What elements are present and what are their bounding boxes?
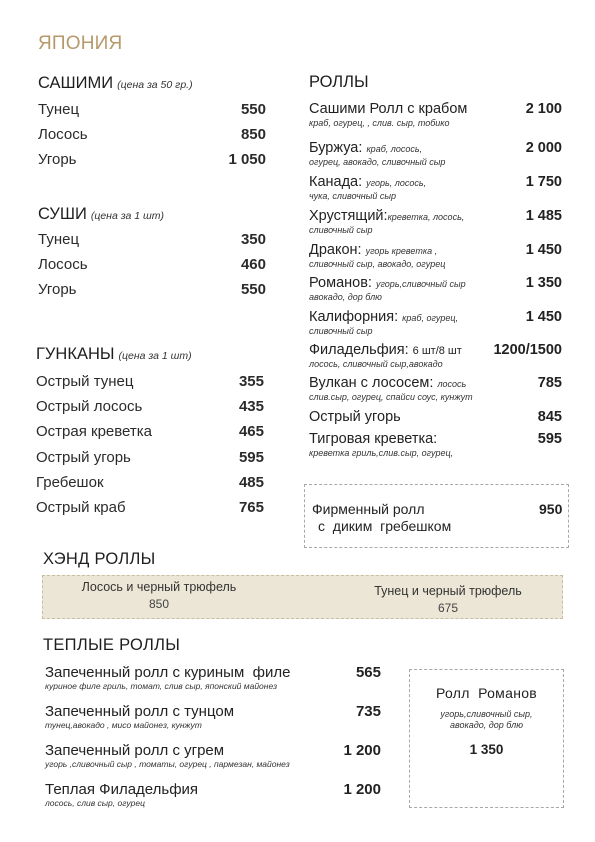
signature-roll-line2: с диким гребешком <box>318 518 452 534</box>
item-price: 460 <box>240 256 266 273</box>
roll-name: Филадельфия: <box>309 342 409 358</box>
item-name: Лосось <box>38 126 88 143</box>
item-name: Угорь <box>38 281 77 298</box>
menu-item <box>36 474 264 491</box>
hand-roll-name: Тунец и черный трюфель <box>374 584 522 598</box>
roll-name: Романов: <box>309 275 372 291</box>
warm-roll-item <box>45 664 381 691</box>
menu-item <box>36 373 264 390</box>
roll-name: Тигровая креветка: <box>309 431 438 447</box>
sushi-title: СУШИ <box>38 205 87 223</box>
item-name: Тунец <box>38 101 80 118</box>
roll-item <box>309 242 562 269</box>
roll-price: 1 450 <box>525 309 562 325</box>
roll-desc: слив.сыр, огурец, спайси соус, кунжут <box>309 392 473 402</box>
roll-inline: 6 шт/8 шт <box>412 345 462 357</box>
item-price: 350 <box>240 231 266 248</box>
roll-item <box>309 375 562 402</box>
item-name: Угорь <box>38 151 77 168</box>
roll-item <box>309 309 562 336</box>
roll-name: Калифорния: <box>309 309 399 325</box>
roll-item <box>309 101 562 128</box>
roll-item <box>309 431 562 458</box>
roll-desc: сливочный сыр <box>309 225 373 235</box>
roll-price: 595 <box>537 431 562 447</box>
roll-desc: огурец, авокадо, сливочный сыр <box>309 157 446 167</box>
item-price: 485 <box>238 474 264 491</box>
roll-name: Буржуа: <box>309 140 363 156</box>
menu-item <box>36 449 264 466</box>
roll-item <box>309 140 562 167</box>
menu-item <box>38 151 266 168</box>
roll-price: 1 450 <box>525 242 562 258</box>
romanov-roll-title: Ролл Романов <box>435 685 538 701</box>
romanov-roll-desc1: угорь,сливочный сыр, <box>440 709 533 719</box>
item-price: 850 <box>240 126 266 143</box>
roll-inline: креветка, лосось, <box>387 212 465 222</box>
roll-desc: сливочный сыр, авокадо, огурец <box>309 259 446 269</box>
roll-item <box>309 275 562 302</box>
warm-roll-price: 1 200 <box>343 742 381 759</box>
page-title: ЯПОНИЯ <box>38 33 123 54</box>
roll-desc: чука, сливочный сыр <box>309 191 396 201</box>
sashimi-note: (цена за 50 гр.) <box>117 79 193 91</box>
roll-name: Хрустящий: <box>309 208 388 224</box>
item-name: Острый тунец <box>36 373 134 390</box>
sashimi-title: САШИМИ <box>38 74 114 92</box>
roll-price: 2 100 <box>525 101 562 117</box>
item-name: Гребешок <box>36 474 104 491</box>
hand-roll-name: Лосось и черный трюфель <box>81 580 237 594</box>
roll-inline: краб, огурец, <box>402 313 459 323</box>
gunkan-header <box>36 345 192 364</box>
warm-roll-price: 735 <box>355 703 381 720</box>
item-price: 1 050 <box>228 151 266 168</box>
signature-roll-box <box>304 484 569 548</box>
hand-roll-price: 675 <box>437 601 459 615</box>
menu-item <box>38 256 266 273</box>
warm-roll-desc: тунец,авокадо , мисо майонез, кунжут <box>45 720 202 730</box>
item-name: Острый краб <box>36 499 126 516</box>
menu-item <box>36 398 264 415</box>
warm-roll-price: 565 <box>355 664 381 681</box>
warm-roll-name: Запеченный ролл с угрем <box>45 742 225 759</box>
item-name: Лосось <box>38 256 88 273</box>
warm-roll-desc: лосось, слив сыр, огурец <box>45 798 145 808</box>
warm-roll-price: 1 200 <box>343 781 381 798</box>
gunkan-title: ГУНКАНЫ <box>36 345 115 363</box>
romanov-roll-box <box>409 669 564 808</box>
warm-roll-name: Запеченный ролл с куриным филе <box>45 664 291 681</box>
roll-inline: угорь,сливочный сыр <box>375 279 466 289</box>
roll-desc: авокадо, дор блю <box>309 292 382 302</box>
menu-item <box>36 499 264 516</box>
roll-name: Острый угорь <box>309 409 401 425</box>
roll-inline: угорь креветка , <box>365 246 438 256</box>
warm-roll-name: Запеченный ролл с тунцом <box>45 703 235 720</box>
hand-roll-item <box>61 580 257 611</box>
roll-name: Вулкан с лососем: <box>309 375 434 391</box>
roll-desc: сливочный сыр <box>309 326 373 336</box>
roll-item <box>309 208 562 235</box>
item-name: Острый угорь <box>36 449 131 466</box>
roll-price: 1 350 <box>525 275 562 291</box>
roll-desc: лосось, сливочный сыр,авокадо <box>309 359 443 369</box>
menu-item <box>38 231 266 248</box>
sushi-note: (цена за 1 шт) <box>90 210 164 222</box>
roll-price: 1 750 <box>525 174 562 190</box>
romanov-roll-price: 1 350 <box>469 742 504 757</box>
item-price: 550 <box>240 101 266 118</box>
warm-roll-desc: куриное филе гриль, томат, слив сыр, японский майонез <box>45 681 278 691</box>
roll-price: 1 485 <box>525 208 562 224</box>
roll-name: Дракон: <box>309 242 362 258</box>
item-price: 595 <box>238 449 264 466</box>
menu-item <box>38 126 266 143</box>
rolls-title: РОЛЛЫ <box>309 73 369 91</box>
hand-roll-price: 850 <box>148 597 170 611</box>
menu-item <box>38 281 266 298</box>
item-price: 550 <box>240 281 266 298</box>
roll-item <box>309 174 562 201</box>
signature-roll-price: 950 <box>539 501 563 517</box>
roll-inline: лосось <box>437 379 467 389</box>
warm-roll-desc: угорь ,сливочный сыр , томаты, огурец , пармезан, майонез <box>45 759 290 769</box>
item-price: 465 <box>238 423 264 440</box>
roll-name: Сашими Ролл с крабом <box>309 101 468 117</box>
roll-price: 785 <box>537 375 562 391</box>
roll-price: 1200/1500 <box>493 342 562 358</box>
item-price: 355 <box>238 373 264 390</box>
hand-rolls-title: ХЭНД РОЛЛЫ <box>43 550 156 568</box>
warm-roll-item <box>45 742 381 769</box>
item-name: Острая креветка <box>36 423 153 440</box>
gunkan-note: (цена за 1 шт) <box>118 350 192 362</box>
item-name: Острый лосось <box>36 398 143 415</box>
roll-price: 2 000 <box>525 140 562 156</box>
menu-item <box>36 423 264 440</box>
hand-rolls-band <box>42 575 563 619</box>
warm-roll-name: Теплая Филадельфия <box>45 781 199 798</box>
sushi-header <box>38 205 164 224</box>
item-price: 435 <box>238 398 264 415</box>
roll-desc: креветка гриль,слив.сыр, огурец, <box>309 448 454 458</box>
roll-item <box>309 342 562 369</box>
roll-inline: краб, лосось, <box>366 144 423 154</box>
roll-item <box>309 409 562 425</box>
item-name: Тунец <box>38 231 80 248</box>
romanov-roll-desc2: авокадо, дор блю <box>450 720 523 730</box>
roll-desc: краб, огурец, , слив. сыр, тобико <box>309 118 450 128</box>
hand-roll-item <box>350 584 546 615</box>
warm-roll-item <box>45 703 381 730</box>
menu-item <box>38 101 266 118</box>
roll-price: 845 <box>537 409 562 425</box>
warm-roll-item <box>45 781 381 808</box>
roll-name: Канада: <box>309 174 363 190</box>
sashimi-header <box>38 74 193 93</box>
item-price: 765 <box>238 499 264 516</box>
roll-inline: угорь, лосось, <box>366 178 427 188</box>
warm-rolls-title: ТЕПЛЫЕ РОЛЛЫ <box>43 636 181 654</box>
signature-roll-line1: Фирменный ролл <box>312 501 425 517</box>
